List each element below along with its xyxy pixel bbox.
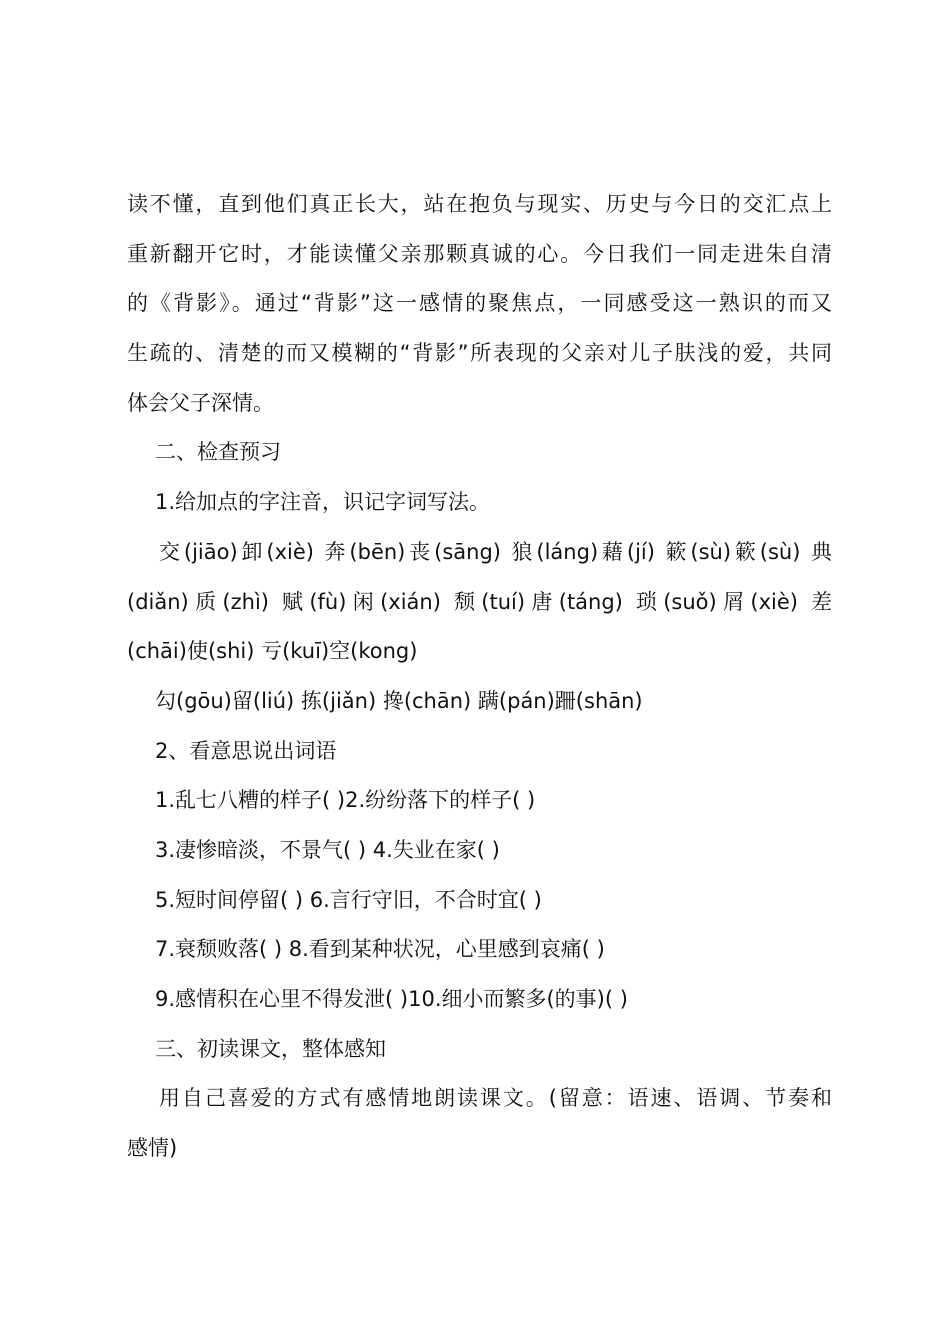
paragraph-line: 重新翻开它时，才能读懂父亲那颗真诚的心。今日我们一同走进朱自清: [127, 241, 832, 266]
paragraph-line: 体会父子深情。: [127, 390, 274, 415]
exercise-item: 1.乱七八糟的样子( )2.纷纷落下的样子( ): [155, 788, 536, 813]
paragraph-line: 的《背影》。通过“背影”这一感情的聚焦点，一同感受这一熟识的而又: [127, 291, 832, 316]
exercise-item: 9.感情积在心里不得发泄( )10.细小而繁多(的事)( ): [155, 987, 628, 1011]
paragraph-line: 用自己喜爱的方式有感情地朗读课文。(留意：语速、语调、节奏和: [159, 1086, 832, 1111]
pinyin-line: 勾(gōu)留(liú) 拣(jiǎn) 搀(chān) 蹒(pán)跚(shān): [155, 688, 643, 713]
pinyin-line: (chāi)使(shi) 亏(kuī)空(kong): [127, 639, 418, 664]
exercise-heading: 2、看意思说出词语: [155, 738, 337, 763]
pinyin-line: (diǎn)质(zhì) 赋(fù)闲(xián) 颓(tuí)唐(táng) 琐(suǒ)屑(xiè) 差: [127, 589, 832, 614]
exercise-item: 7.衰颓败落( ) 8.看到某种状况，心里感到哀痛( ): [155, 937, 605, 962]
section-heading: 三、初读课文，整体感知: [155, 1036, 386, 1061]
paragraph-line: 生疏的、清楚的而又模糊的“背影”所表现的父亲对儿子肤浅的爱，共同: [127, 341, 832, 366]
paragraph-line: 感情): [127, 1136, 178, 1161]
exercise-heading: 1.给加点的字注音，识记字词写法。: [155, 490, 491, 515]
section-heading: 二、检查预习: [155, 440, 281, 465]
document-body: [127, 180, 832, 1174]
exercise-item: 3.凄惨暗淡，不景气( ) 4.失业在家( ): [155, 837, 500, 862]
exercise-item: 5.短时间停留( ) 6.言行守旧，不合时宜( ): [155, 887, 542, 912]
pinyin-line: 交(jiāo)卸(xiè) 奔(bēn)丧(sāng) 狼(láng)藉(jí) 簌(sù)簌(sù) 典: [159, 539, 832, 564]
paragraph-line: 读不懂，直到他们真正长大，站在抱负与现实、历史与今日的交汇点上: [127, 192, 832, 216]
